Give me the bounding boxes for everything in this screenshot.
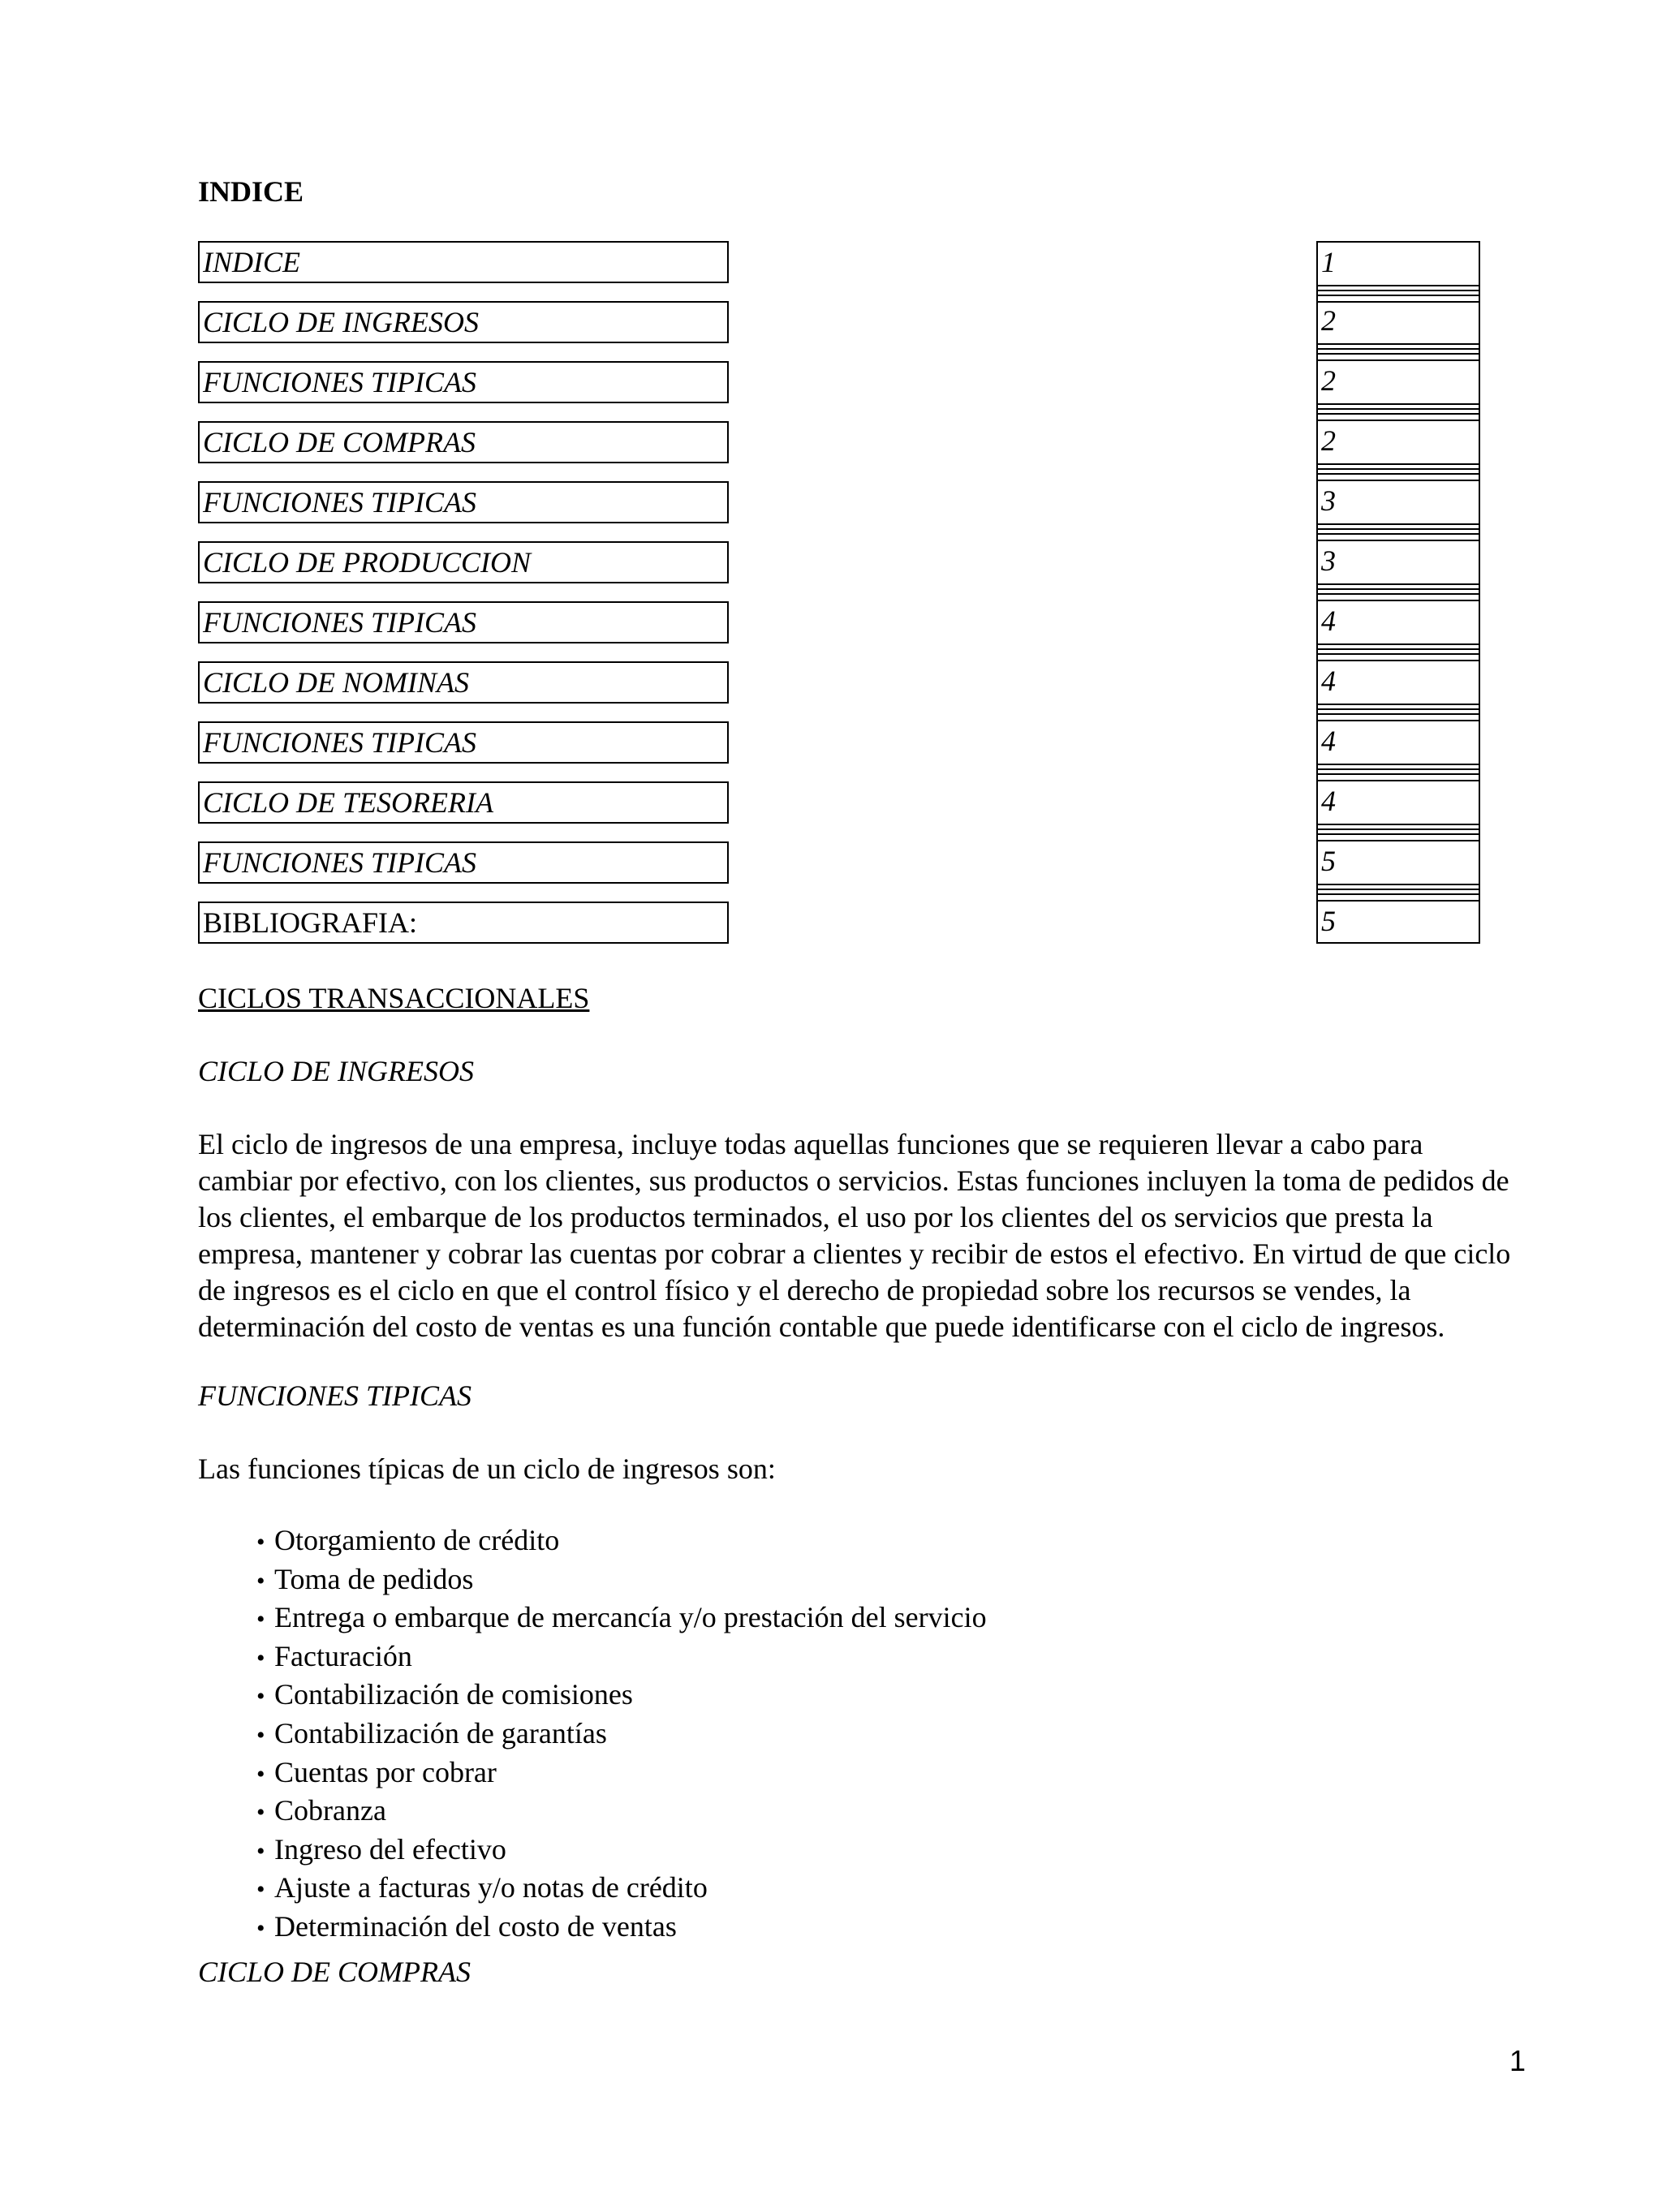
- toc-row[interactable]: [198, 481, 1480, 541]
- toc-page-number: 4: [1321, 725, 1336, 757]
- toc-entry-label[interactable]: CICLO DE PRODUCCION: [198, 541, 729, 583]
- page-number: 1: [1509, 2044, 1526, 2077]
- list-item-text: Contabilización de comisiones: [274, 1678, 633, 1711]
- toc-entry-label[interactable]: CICLO DE TESORERIA: [198, 781, 729, 824]
- toc-row[interactable]: [198, 902, 1480, 962]
- bullet-icon: •: [256, 1914, 265, 1942]
- list-item-text: Determinación del costo de ventas: [274, 1909, 677, 1943]
- toc-entry-label[interactable]: CICLO DE NOMINAS: [198, 661, 729, 704]
- toc-page-cell: [1316, 301, 1480, 361]
- toc-entry-label[interactable]: FUNCIONES TIPICAS: [198, 361, 729, 403]
- bullet-icon: •: [256, 1876, 265, 1904]
- toc-entry-label[interactable]: CICLO DE COMPRAS: [198, 421, 729, 463]
- list-item: [256, 1754, 987, 1793]
- list-item: [256, 1715, 987, 1754]
- list-item: [256, 1522, 987, 1561]
- toc-page-cell: [1316, 241, 1480, 301]
- toc-page-cell: [1316, 481, 1480, 541]
- ingresos-heading: CICLO DE INGRESOS: [198, 1055, 474, 1087]
- ingresos-paragraph: El ciclo de ingresos de una empresa, incluye todas aquellas funciones que se requieren llevar a cabo para cambiar por efectivo, con los clientes, sus productos o servicios. Estas funciones incluyen la toma de pedidos de los clientes, el embarque de los productos terminados, el uso por los clientes del os servicios que presta la empresa, mantener y cobrar las cuentas por cobrar a clientes y recibir de estos el efectivo. En virtud de que ciclo de ingresos es el ciclo en que el control físico y el derecho de propiedad sobre los recursos se vendes, la determinación del costo de ventas es una función contable que puede identificarse con el ciclo de ingresos.: [198, 1128, 1511, 1343]
- bullet-icon: •: [256, 1721, 265, 1749]
- toc-entry-label[interactable]: BIBLIOGRAFIA:: [198, 902, 729, 944]
- toc-page-number: 5: [1321, 905, 1336, 937]
- toc-row[interactable]: [198, 421, 1480, 481]
- list-item: [256, 1676, 987, 1715]
- bullet-icon: •: [256, 1837, 265, 1865]
- list-item: [256, 1561, 987, 1600]
- funciones-list: [256, 1522, 987, 1947]
- toc-page-number: 2: [1321, 304, 1336, 337]
- toc-page-number: 3: [1321, 544, 1336, 577]
- list-item: [256, 1638, 987, 1677]
- toc-page-number: 5: [1321, 845, 1336, 877]
- list-item: [256, 1599, 987, 1638]
- bullet-icon: •: [256, 1567, 265, 1594]
- toc-entry-label[interactable]: CICLO DE INGRESOS: [198, 301, 729, 343]
- list-item-text: Facturación: [274, 1639, 412, 1672]
- toc-page-cell: [1316, 781, 1480, 841]
- toc-page-cell: [1316, 601, 1480, 661]
- toc-row[interactable]: [198, 841, 1480, 902]
- list-item-text: Cobranza: [274, 1794, 386, 1827]
- list-item-text: Toma de pedidos: [274, 1562, 474, 1595]
- toc-row[interactable]: [198, 541, 1480, 601]
- list-item: [256, 1792, 987, 1831]
- list-item-text: Cuentas por cobrar: [274, 1755, 497, 1788]
- list-item: [256, 1870, 987, 1909]
- list-item: [256, 1831, 987, 1870]
- bullet-icon: •: [256, 1683, 265, 1711]
- toc-entry-label[interactable]: FUNCIONES TIPICAS: [198, 841, 729, 884]
- toc-row[interactable]: [198, 781, 1480, 841]
- toc-row[interactable]: [198, 241, 1480, 301]
- toc-row[interactable]: [198, 601, 1480, 661]
- toc-row[interactable]: [198, 661, 1480, 721]
- list-item-text: Ingreso del efectivo: [274, 1832, 506, 1866]
- table-of-contents: [198, 241, 1480, 962]
- toc-page-cell: [1316, 841, 1480, 902]
- toc-entry-label[interactable]: FUNCIONES TIPICAS: [198, 601, 729, 643]
- list-item: [256, 1909, 987, 1947]
- bullet-icon: •: [256, 1529, 265, 1556]
- toc-row[interactable]: [198, 361, 1480, 421]
- list-item-text: Ajuste a facturas y/o notas de crédito: [274, 1871, 708, 1904]
- toc-row[interactable]: [198, 721, 1480, 781]
- toc-page-number: 2: [1321, 364, 1336, 397]
- toc-entry-label[interactable]: INDICE: [198, 241, 729, 283]
- bullet-icon: •: [256, 1760, 265, 1788]
- toc-page-cell: [1316, 721, 1480, 781]
- toc-row[interactable]: [198, 301, 1480, 361]
- bullet-icon: •: [256, 1606, 265, 1633]
- toc-page-number: 2: [1321, 424, 1336, 457]
- toc-page-cell: [1316, 902, 1480, 944]
- toc-page-number: 1: [1321, 246, 1336, 278]
- toc-page-number: 4: [1321, 785, 1336, 817]
- list-item-text: Entrega o embarque de mercancía y/o prestación del servicio: [274, 1601, 987, 1634]
- toc-page-number: 4: [1321, 605, 1336, 637]
- index-heading: INDICE: [198, 175, 304, 208]
- section-title: CICLOS TRANSACCIONALES: [198, 982, 590, 1014]
- toc-entry-label[interactable]: FUNCIONES TIPICAS: [198, 721, 729, 764]
- bullet-icon: •: [256, 1644, 265, 1672]
- toc-page-number: 4: [1321, 665, 1336, 697]
- toc-page-cell: [1316, 421, 1480, 481]
- funciones-heading: FUNCIONES TIPICAS: [198, 1379, 471, 1412]
- toc-page-cell: [1316, 361, 1480, 421]
- funciones-intro: Las funciones típicas de un ciclo de ingresos son:: [198, 1452, 776, 1485]
- bullet-icon: •: [256, 1799, 265, 1827]
- list-item-text: Contabilización de garantías: [274, 1716, 607, 1749]
- toc-page-cell: [1316, 661, 1480, 721]
- list-item-text: Otorgamiento de crédito: [274, 1524, 560, 1556]
- toc-entry-label[interactable]: FUNCIONES TIPICAS: [198, 481, 729, 523]
- compras-heading: CICLO DE COMPRAS: [198, 1956, 471, 1988]
- toc-page-number: 3: [1321, 484, 1336, 517]
- toc-page-cell: [1316, 541, 1480, 601]
